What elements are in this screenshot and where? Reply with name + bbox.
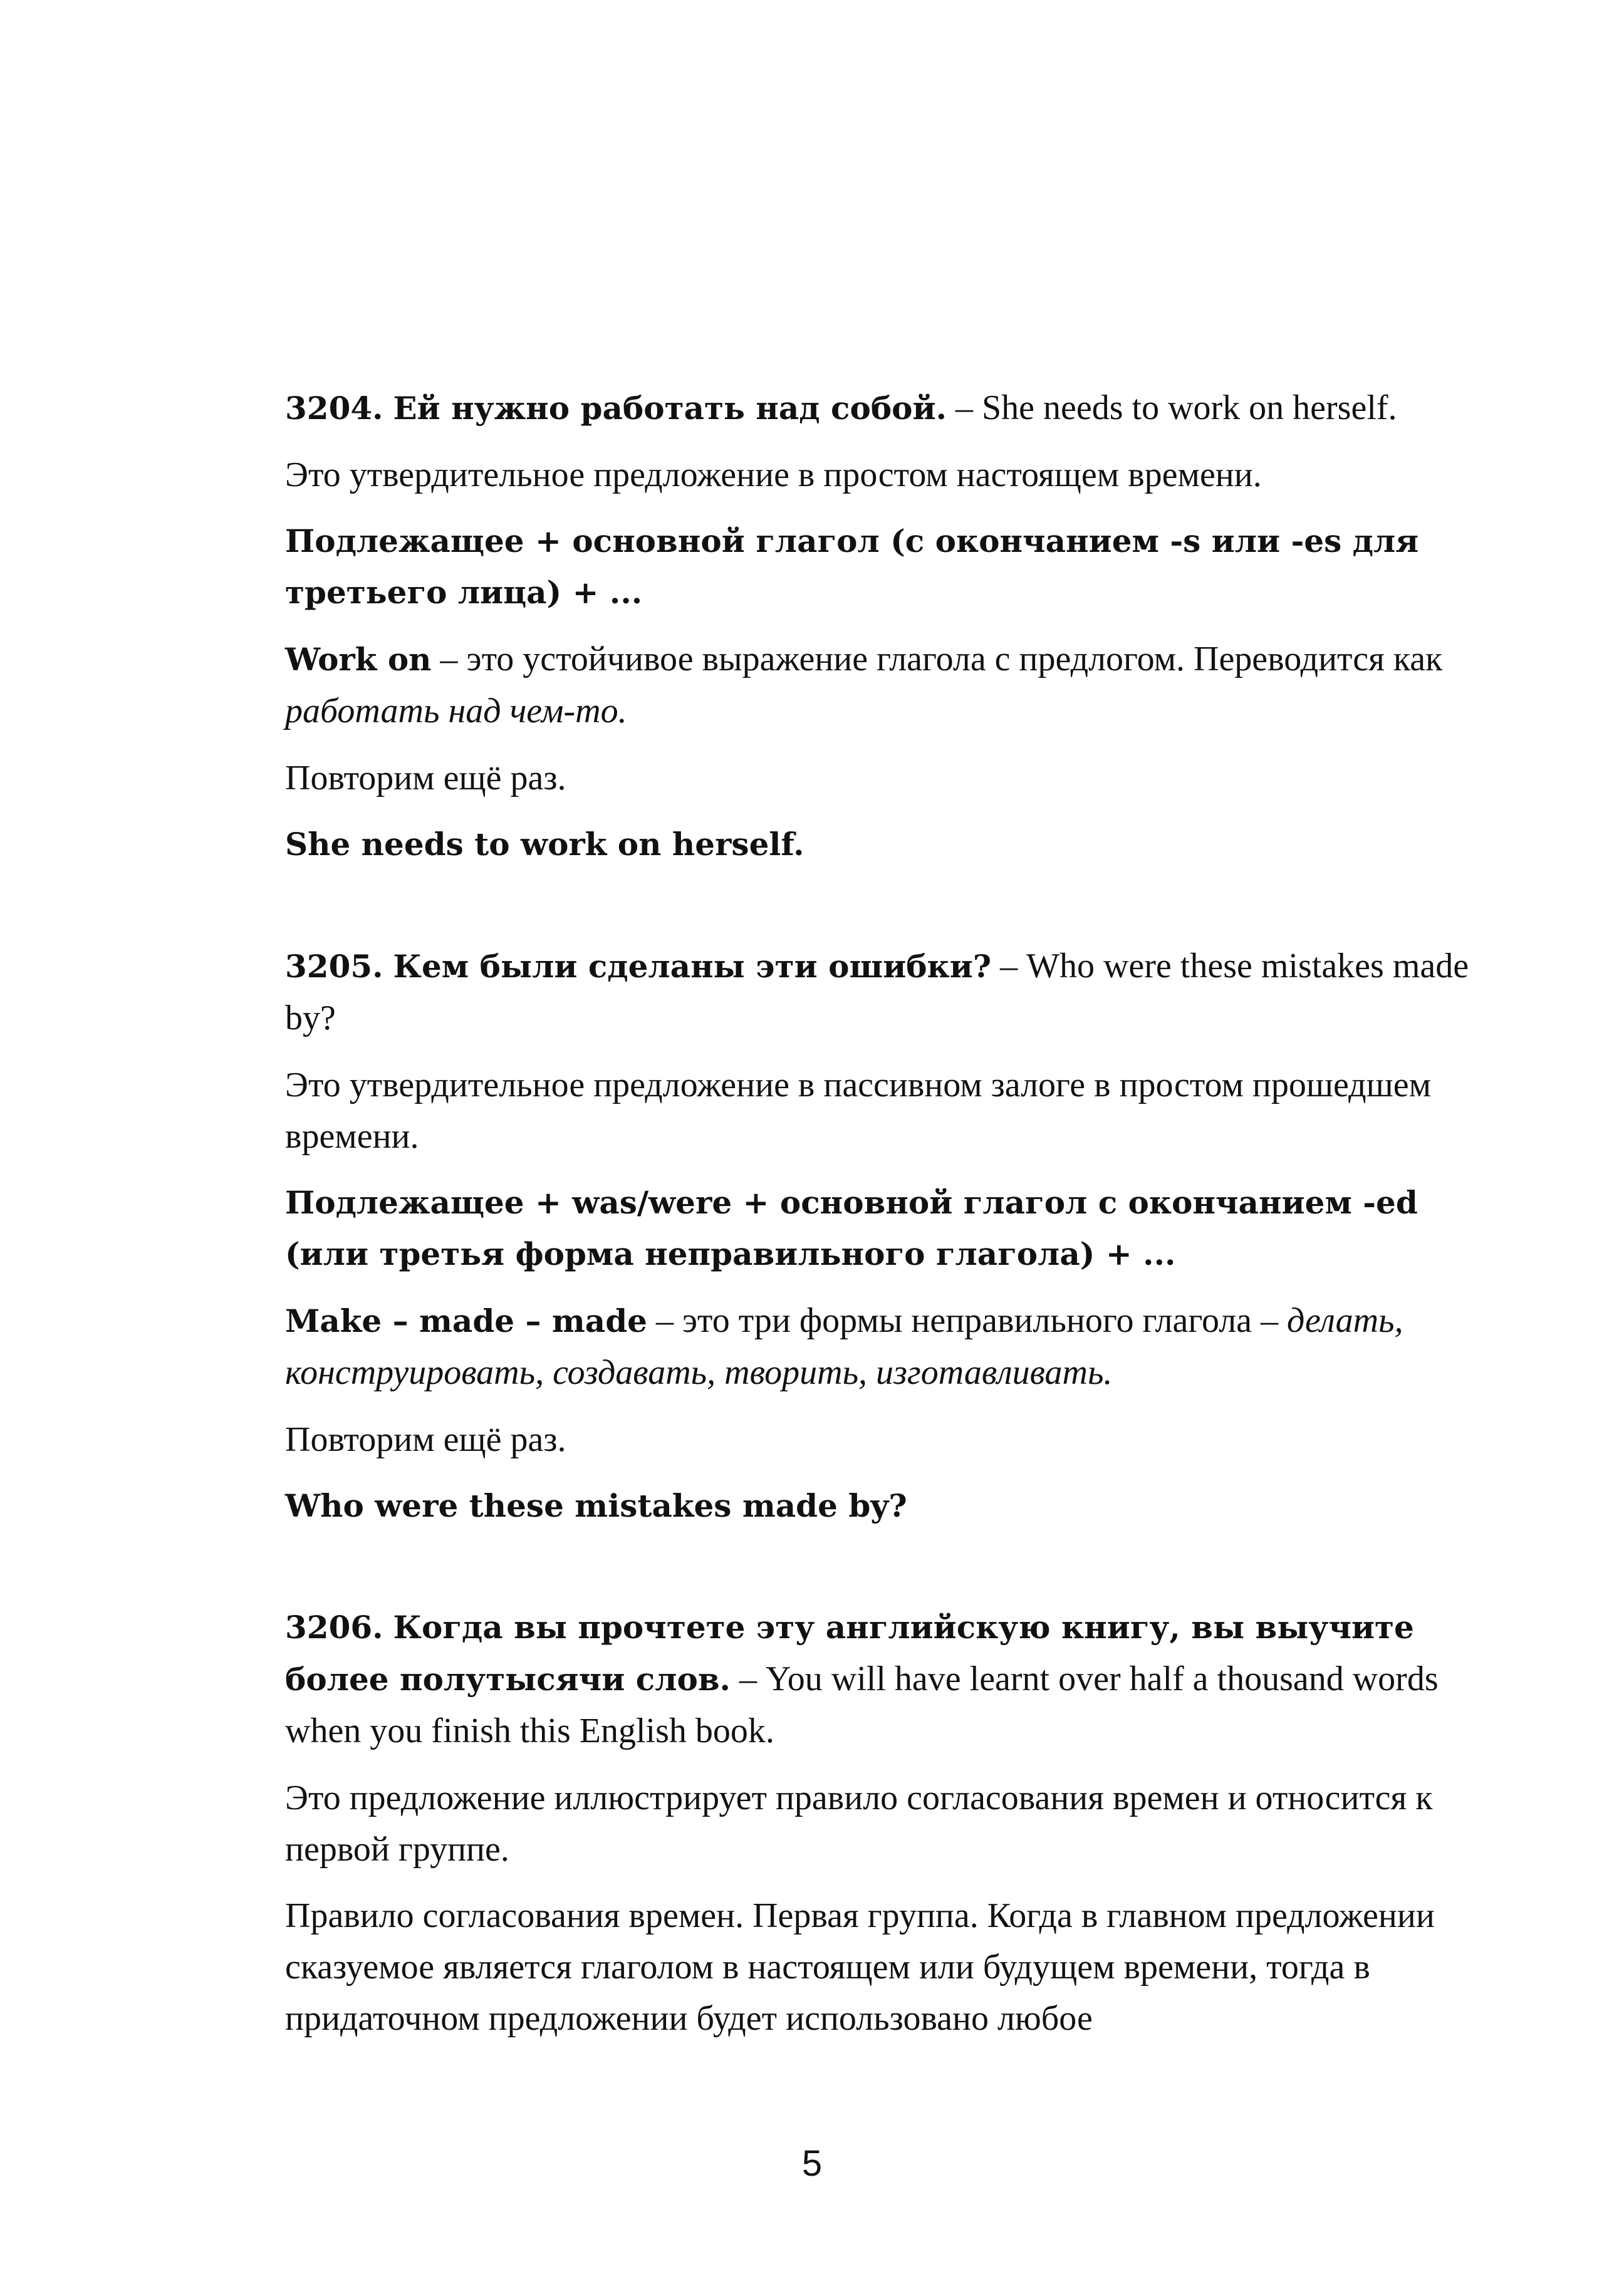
entry-note [285,1295,1476,1399]
note-term: Work on [285,641,432,678]
note-term: Make – made – made [285,1302,647,1339]
entry-explanation: Это предложение иллюстрирует правило согласования времен и относится к первой группе. [285,1779,1433,1869]
entry-3205 [285,940,1476,1532]
entry-3206 [285,1602,1476,2044]
entry-title-en: You will have learnt over half a thousand words when you finish this English book. [285,1660,1439,1750]
entry-title-ru: Когда вы прочтете эту английскую книгу, вы выучите более полутысячи слов. [285,1609,1414,1698]
entry-explanation: Это утвердительное предложение в простом настоящем времени. [285,455,1262,494]
entry-number: 3204. [285,390,383,427]
repeat-sentence: Who were these mistakes made by? [285,1487,907,1524]
entry-heading [285,940,1476,1044]
repeat-label: Повторим ещё раз. [285,1420,566,1459]
entry-3204 [285,382,1476,870]
entry-explanation: Это утвердительное предложение в пассивном залоге в простом прошедшем времени. [285,1066,1432,1156]
entry-note [285,633,1476,737]
entry-formula: Подлежащее + was/were + основной глагол с окончанием -ed (или третья форма неправильного глагола) + ... [285,1184,1418,1272]
entry-heading [285,1602,1476,1757]
entry-dash: – [947,388,982,427]
page-content [285,382,1476,2059]
entry-title-en: She needs to work on herself. [982,388,1397,427]
entry-heading [285,382,1476,434]
entry-number: 3206. [285,1609,383,1646]
entry-title-ru: Кем были сделаны эти ошибки? [393,948,992,985]
entry-dash: – [730,1660,766,1698]
entry-title-en: Who were these mistakes made by? [285,947,1469,1037]
repeat-sentence: She needs to work on herself. [285,826,804,863]
page-number: 5 [801,2143,823,2184]
entry-dash: – [991,947,1027,985]
entry-number: 3205. [285,948,383,985]
note-text: – это устойчивое выражение глагола с предлогом. Переводится как [431,640,1443,678]
note-text: – это три формы неправильного глагола – [647,1301,1288,1340]
note-translation: работать над чем-то. [285,692,627,730]
repeat-label: Повторим ещё раз. [285,759,566,797]
entry-formula: Подлежащее + основной глагол (с окончанием -s или -es для третьего лица) + ... [285,522,1419,611]
entry-title-ru: Ей нужно работать над собой. [393,390,947,427]
note-translation: делать, конструировать, создавать, творить, изготавливать. [285,1301,1403,1392]
entry-rule: Правило согласования времен. Первая группа. Когда в главном предложении сказуемое является глаголом в настоящем или будущем времени, тогда в придаточном предложении будет использовано любое [285,1896,1435,2038]
